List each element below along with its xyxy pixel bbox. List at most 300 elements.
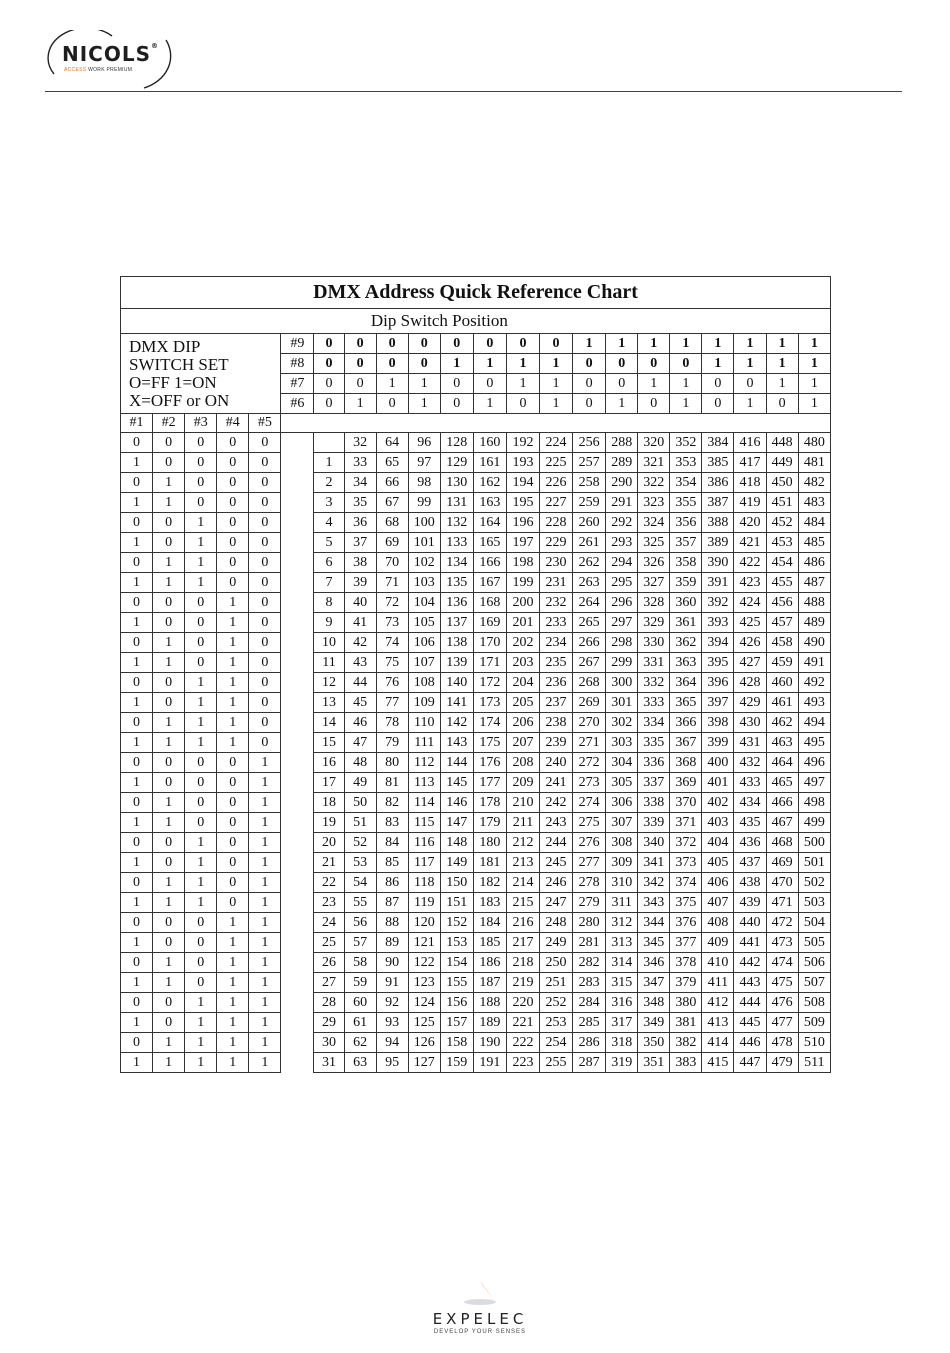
dmx-address: 58 xyxy=(344,953,376,973)
legend-line: X=OFF or ON xyxy=(129,390,230,410)
dmx-address: 85 xyxy=(376,853,408,873)
row-spacer xyxy=(281,973,314,993)
low-switch-bit: 1 xyxy=(153,813,185,833)
dmx-address: 138 xyxy=(440,633,473,653)
dmx-address: 222 xyxy=(506,1033,539,1053)
table-row xyxy=(121,593,831,613)
dmx-address: 33 xyxy=(344,453,376,473)
dmx-address: 500 xyxy=(798,833,830,853)
dmx-address: 220 xyxy=(506,993,539,1013)
dmx-address: 259 xyxy=(573,493,606,513)
dmx-address: 127 xyxy=(408,1053,440,1073)
dmx-address: 337 xyxy=(638,773,670,793)
chart-subtitle: Dip Switch Position xyxy=(281,309,831,334)
low-switch-bit: 1 xyxy=(153,493,185,513)
dmx-address: 68 xyxy=(376,513,408,533)
dmx-address: 103 xyxy=(408,573,440,593)
dmx-address: 171 xyxy=(473,653,506,673)
table-row xyxy=(121,573,831,593)
dmx-address: 434 xyxy=(734,793,766,813)
dmx-address: 23 xyxy=(314,893,344,913)
low-switch-bit: 1 xyxy=(217,633,249,653)
dmx-address: 327 xyxy=(638,573,670,593)
legend-line: O=FF 1=ON xyxy=(129,372,217,392)
dmx-address: 351 xyxy=(638,1053,670,1073)
switch-value: 1 xyxy=(573,334,606,354)
dmx-address: 209 xyxy=(506,773,539,793)
dmx-address: 385 xyxy=(702,453,734,473)
dmx-address: 216 xyxy=(506,913,539,933)
dmx-address: 166 xyxy=(473,553,506,573)
low-switch-bit: 1 xyxy=(153,713,185,733)
dmx-address: 13 xyxy=(314,693,344,713)
low-switch-bit: 1 xyxy=(249,1013,281,1033)
dmx-address: 292 xyxy=(606,513,638,533)
dmx-address: 42 xyxy=(344,633,376,653)
low-switch-bit: 0 xyxy=(185,453,217,473)
dmx-address: 316 xyxy=(606,993,638,1013)
dmx-address: 474 xyxy=(766,953,798,973)
low-switch-bit: 1 xyxy=(153,793,185,813)
low-switch-bit: 0 xyxy=(185,773,217,793)
low-switch-bit: 0 xyxy=(249,713,281,733)
low-switch-bit: 1 xyxy=(153,733,185,753)
dmx-address: 71 xyxy=(376,573,408,593)
dmx-address: 129 xyxy=(440,453,473,473)
dmx-address: 373 xyxy=(670,853,702,873)
dmx-address: 95 xyxy=(376,1053,408,1073)
dmx-address: 5 xyxy=(314,533,344,553)
low-switch-bit: 0 xyxy=(121,473,153,493)
dmx-address: 20 xyxy=(314,833,344,853)
dmx-address: 502 xyxy=(798,873,830,893)
low-switch-bit: 0 xyxy=(217,473,249,493)
dmx-address: 291 xyxy=(606,493,638,513)
dmx-address: 61 xyxy=(344,1013,376,1033)
dmx-address: 208 xyxy=(506,753,539,773)
dmx-address: 454 xyxy=(766,553,798,573)
dmx-address: 355 xyxy=(670,493,702,513)
dmx-address: 183 xyxy=(473,893,506,913)
row-spacer xyxy=(281,513,314,533)
dmx-address: 290 xyxy=(606,473,638,493)
low-switch-bit: 1 xyxy=(217,673,249,693)
dmx-address: 367 xyxy=(670,733,702,753)
low-switch-bit: 1 xyxy=(249,953,281,973)
table-row xyxy=(121,893,831,913)
low-switch-bit: 1 xyxy=(121,453,153,473)
dmx-address: 341 xyxy=(638,853,670,873)
low-switch-bit: 0 xyxy=(249,553,281,573)
dmx-address: 307 xyxy=(606,813,638,833)
switch-label: #7 xyxy=(281,374,314,394)
dmx-address: 8 xyxy=(314,593,344,613)
dmx-address: 15 xyxy=(314,733,344,753)
dmx-address: 353 xyxy=(670,453,702,473)
dmx-address: 462 xyxy=(766,713,798,733)
low-switch-bit: 1 xyxy=(153,473,185,493)
row-spacer xyxy=(281,713,314,733)
expelec-brand: EXPELEC xyxy=(432,1310,528,1328)
dmx-address: 405 xyxy=(702,853,734,873)
dmx-address: 11 xyxy=(314,653,344,673)
low-switch-bit: 0 xyxy=(249,673,281,693)
low-switch-bit: 0 xyxy=(153,693,185,713)
dmx-address: 2 xyxy=(314,473,344,493)
low-switch-bit: 1 xyxy=(185,513,217,533)
dmx-address: 361 xyxy=(670,613,702,633)
dmx-address: 69 xyxy=(376,533,408,553)
dmx-address: 18 xyxy=(314,793,344,813)
dmx-address: 253 xyxy=(540,1013,573,1033)
switch-value: 1 xyxy=(766,354,798,374)
dmx-address: 248 xyxy=(540,913,573,933)
chart-title: DMX Address Quick Reference Chart xyxy=(121,277,831,309)
switch-value: 1 xyxy=(702,354,734,374)
low-switch-bit: 1 xyxy=(185,713,217,733)
low-switch-bit: 0 xyxy=(185,793,217,813)
low-switch-bit: 1 xyxy=(217,1053,249,1073)
dmx-address: 143 xyxy=(440,733,473,753)
dmx-address: 442 xyxy=(734,953,766,973)
low-switch-bit: 1 xyxy=(185,1013,217,1033)
dmx-address: 145 xyxy=(440,773,473,793)
switch-value: 0 xyxy=(473,374,506,394)
dmx-address: 415 xyxy=(702,1053,734,1073)
switch-value: 0 xyxy=(440,334,473,354)
low-switch-bit: 0 xyxy=(121,633,153,653)
dmx-address: 381 xyxy=(670,1013,702,1033)
dmx-address: 352 xyxy=(670,433,702,453)
expelec-logo xyxy=(420,1258,540,1342)
dmx-address: 342 xyxy=(638,873,670,893)
dmx-address: 239 xyxy=(540,733,573,753)
dmx-address: 250 xyxy=(540,953,573,973)
dmx-address: 3 xyxy=(314,493,344,513)
dmx-address: 254 xyxy=(540,1033,573,1053)
dmx-address: 304 xyxy=(606,753,638,773)
dmx-address: 358 xyxy=(670,553,702,573)
row-spacer xyxy=(281,913,314,933)
dmx-address: 473 xyxy=(766,933,798,953)
switch-value: 0 xyxy=(440,394,473,414)
switch-value: 0 xyxy=(506,334,539,354)
dmx-address: 205 xyxy=(506,693,539,713)
switch-value: 0 xyxy=(702,394,734,414)
dmx-address: 117 xyxy=(408,853,440,873)
dmx-address: 106 xyxy=(408,633,440,653)
low-switch-bit: 1 xyxy=(217,713,249,733)
dmx-address: 431 xyxy=(734,733,766,753)
dmx-address: 91 xyxy=(376,973,408,993)
dmx-address: 470 xyxy=(766,873,798,893)
dmx-address: 418 xyxy=(734,473,766,493)
dmx-address: 10 xyxy=(314,633,344,653)
dmx-address: 302 xyxy=(606,713,638,733)
switch-value: 1 xyxy=(798,354,830,374)
low-switch-bit: 0 xyxy=(121,913,153,933)
dmx-address: 256 xyxy=(573,433,606,453)
switch-value: 1 xyxy=(798,374,830,394)
dmx-address: 234 xyxy=(540,633,573,653)
table-row xyxy=(121,433,831,453)
dmx-address: 479 xyxy=(766,1053,798,1073)
switch-value: 0 xyxy=(573,374,606,394)
switch-value: 1 xyxy=(540,354,573,374)
dmx-address: 46 xyxy=(344,713,376,733)
switch-value: 0 xyxy=(408,354,440,374)
dmx-address: 190 xyxy=(473,1033,506,1053)
low-switch-bit: 1 xyxy=(249,1053,281,1073)
dmx-address: 246 xyxy=(540,873,573,893)
dmx-address: 478 xyxy=(766,1033,798,1053)
low-switch-bit: 0 xyxy=(217,753,249,773)
dmx-address: 116 xyxy=(408,833,440,853)
dmx-address: 331 xyxy=(638,653,670,673)
dmx-address: 16 xyxy=(314,753,344,773)
dmx-address: 169 xyxy=(473,613,506,633)
switch-value: 0 xyxy=(344,334,376,354)
dmx-address: 30 xyxy=(314,1033,344,1053)
low-switch-bit: 1 xyxy=(121,493,153,513)
low-switch-bit: 1 xyxy=(249,913,281,933)
dmx-address: 114 xyxy=(408,793,440,813)
row-spacer xyxy=(281,533,314,553)
dmx-address: 450 xyxy=(766,473,798,493)
dmx-address: 1 xyxy=(314,453,344,473)
dmx-address: 50 xyxy=(344,793,376,813)
low-switch-bit: 0 xyxy=(153,913,185,933)
low-switch-bit: 1 xyxy=(185,533,217,553)
dmx-address: 340 xyxy=(638,833,670,853)
dmx-address: 21 xyxy=(314,853,344,873)
dmx-address: 82 xyxy=(376,793,408,813)
dmx-address: 375 xyxy=(670,893,702,913)
low-switch-bit: 0 xyxy=(185,653,217,673)
table-row xyxy=(121,733,831,753)
table-row xyxy=(121,493,831,513)
low-switch-bit: 0 xyxy=(249,693,281,713)
dmx-address: 134 xyxy=(440,553,473,573)
dmx-address: 162 xyxy=(473,473,506,493)
dmx-address: 294 xyxy=(606,553,638,573)
dmx-address: 78 xyxy=(376,713,408,733)
dmx-address: 310 xyxy=(606,873,638,893)
low-switch-bit: 1 xyxy=(249,833,281,853)
switch-value: 1 xyxy=(473,354,506,374)
dmx-address: 406 xyxy=(702,873,734,893)
dmx-address: 357 xyxy=(670,533,702,553)
switch-value: 1 xyxy=(408,374,440,394)
dmx-address: 124 xyxy=(408,993,440,1013)
low-switch-bit: 1 xyxy=(217,733,249,753)
dmx-address: 394 xyxy=(702,633,734,653)
dmx-address: 366 xyxy=(670,713,702,733)
dmx-address: 506 xyxy=(798,953,830,973)
dmx-address: 32 xyxy=(344,433,376,453)
dmx-address: 277 xyxy=(573,853,606,873)
dmx-address: 100 xyxy=(408,513,440,533)
dmx-address: 180 xyxy=(473,833,506,853)
dmx-address: 280 xyxy=(573,913,606,933)
dmx-address: 503 xyxy=(798,893,830,913)
dmx-address: 150 xyxy=(440,873,473,893)
dmx-address: 343 xyxy=(638,893,670,913)
dmx-address: 287 xyxy=(573,1053,606,1073)
dmx-address: 135 xyxy=(440,573,473,593)
low-switch-bit: 1 xyxy=(249,853,281,873)
dmx-address: 363 xyxy=(670,653,702,673)
low-switch-bit: 1 xyxy=(217,933,249,953)
table-row xyxy=(121,693,831,713)
switch-value: 1 xyxy=(670,394,702,414)
dmx-address: 274 xyxy=(573,793,606,813)
switch-value: 1 xyxy=(670,334,702,354)
legend-line: DMX DIP xyxy=(129,336,201,356)
dmx-address: 317 xyxy=(606,1013,638,1033)
dmx-address: 212 xyxy=(506,833,539,853)
dmx-address: 137 xyxy=(440,613,473,633)
low-switch-bit: 0 xyxy=(153,833,185,853)
table-row xyxy=(121,533,831,553)
dmx-address: 270 xyxy=(573,713,606,733)
row-spacer xyxy=(281,813,314,833)
row-spacer xyxy=(281,673,314,693)
low-switch-bit: 1 xyxy=(185,893,217,913)
low-switch-header: #4 xyxy=(217,414,249,433)
table-row xyxy=(121,973,831,993)
dmx-address: 482 xyxy=(798,473,830,493)
dmx-address: 236 xyxy=(540,673,573,693)
dmx-address: 275 xyxy=(573,813,606,833)
dmx-address: 440 xyxy=(734,913,766,933)
table-row xyxy=(121,453,831,473)
dmx-address: 260 xyxy=(573,513,606,533)
table-row xyxy=(121,1053,831,1073)
dmx-address: 309 xyxy=(606,853,638,873)
switch-value: 0 xyxy=(606,354,638,374)
switch-value: 0 xyxy=(314,394,344,414)
dmx-address: 419 xyxy=(734,493,766,513)
switch-value: 1 xyxy=(670,374,702,394)
dmx-address: 313 xyxy=(606,933,638,953)
low-switch-bit: 0 xyxy=(121,873,153,893)
dmx-address: 192 xyxy=(506,433,539,453)
switch-value: 0 xyxy=(573,354,606,374)
dmx-address: 427 xyxy=(734,653,766,673)
dmx-address: 410 xyxy=(702,953,734,973)
dmx-address: 63 xyxy=(344,1053,376,1073)
dmx-address: 300 xyxy=(606,673,638,693)
dmx-address: 325 xyxy=(638,533,670,553)
dmx-address: 497 xyxy=(798,773,830,793)
dmx-address: 328 xyxy=(638,593,670,613)
dmx-address: 9 xyxy=(314,613,344,633)
dmx-address: 97 xyxy=(408,453,440,473)
dmx-address: 128 xyxy=(440,433,473,453)
dmx-address: 111 xyxy=(408,733,440,753)
row-spacer xyxy=(281,593,314,613)
dmx-address: 218 xyxy=(506,953,539,973)
dmx-address: 330 xyxy=(638,633,670,653)
dmx-address: 299 xyxy=(606,653,638,673)
table-row xyxy=(121,873,831,893)
dmx-address: 52 xyxy=(344,833,376,853)
dmx-address: 350 xyxy=(638,1033,670,1053)
low-switch-bit: 1 xyxy=(185,733,217,753)
switch-value: 1 xyxy=(606,394,638,414)
dmx-address: 211 xyxy=(506,813,539,833)
dmx-address: 157 xyxy=(440,1013,473,1033)
dmx-address: 107 xyxy=(408,653,440,673)
row-spacer xyxy=(281,753,314,773)
dmx-address: 389 xyxy=(702,533,734,553)
low-switch-bit: 1 xyxy=(153,573,185,593)
low-switch-bit: 1 xyxy=(217,973,249,993)
dmx-address: 121 xyxy=(408,933,440,953)
switch-value: 1 xyxy=(473,394,506,414)
table-row xyxy=(121,613,831,633)
dmx-address: 368 xyxy=(670,753,702,773)
dmx-address: 29 xyxy=(314,1013,344,1033)
dmx-address: 483 xyxy=(798,493,830,513)
dmx-address: 40 xyxy=(344,593,376,613)
dmx-address: 402 xyxy=(702,793,734,813)
low-switch-bit: 0 xyxy=(185,613,217,633)
dmx-address: 165 xyxy=(473,533,506,553)
dmx-address: 319 xyxy=(606,1053,638,1073)
dmx-address: 45 xyxy=(344,693,376,713)
low-switch-bit: 0 xyxy=(217,493,249,513)
low-switch-bit: 0 xyxy=(217,573,249,593)
dmx-address: 7 xyxy=(314,573,344,593)
dmx-address: 496 xyxy=(798,753,830,773)
dmx-address: 66 xyxy=(376,473,408,493)
dmx-address xyxy=(314,433,344,453)
dmx-address: 288 xyxy=(606,433,638,453)
low-switch-bit: 0 xyxy=(249,573,281,593)
row-spacer xyxy=(281,653,314,673)
low-switch-bit: 1 xyxy=(249,753,281,773)
dmx-address: 382 xyxy=(670,1033,702,1053)
dmx-address: 87 xyxy=(376,893,408,913)
low-switch-bit: 0 xyxy=(217,773,249,793)
dmx-address: 247 xyxy=(540,893,573,913)
dmx-address: 123 xyxy=(408,973,440,993)
dmx-address: 98 xyxy=(408,473,440,493)
subtitle-row xyxy=(121,309,831,334)
dmx-address: 133 xyxy=(440,533,473,553)
dmx-address: 230 xyxy=(540,553,573,573)
dmx-address: 465 xyxy=(766,773,798,793)
dmx-address: 421 xyxy=(734,533,766,553)
dmx-address: 79 xyxy=(376,733,408,753)
dmx-address: 295 xyxy=(606,573,638,593)
row-spacer xyxy=(281,993,314,1013)
dmx-address: 110 xyxy=(408,713,440,733)
dmx-address: 359 xyxy=(670,573,702,593)
dmx-address: 207 xyxy=(506,733,539,753)
row-spacer xyxy=(281,473,314,493)
row-spacer xyxy=(281,773,314,793)
low-switch-bit: 0 xyxy=(249,513,281,533)
row-spacer xyxy=(281,573,314,593)
dmx-address: 278 xyxy=(573,873,606,893)
switch-value: 0 xyxy=(376,334,408,354)
dmx-address: 214 xyxy=(506,873,539,893)
table-row xyxy=(121,913,831,933)
switch-value: 1 xyxy=(606,334,638,354)
